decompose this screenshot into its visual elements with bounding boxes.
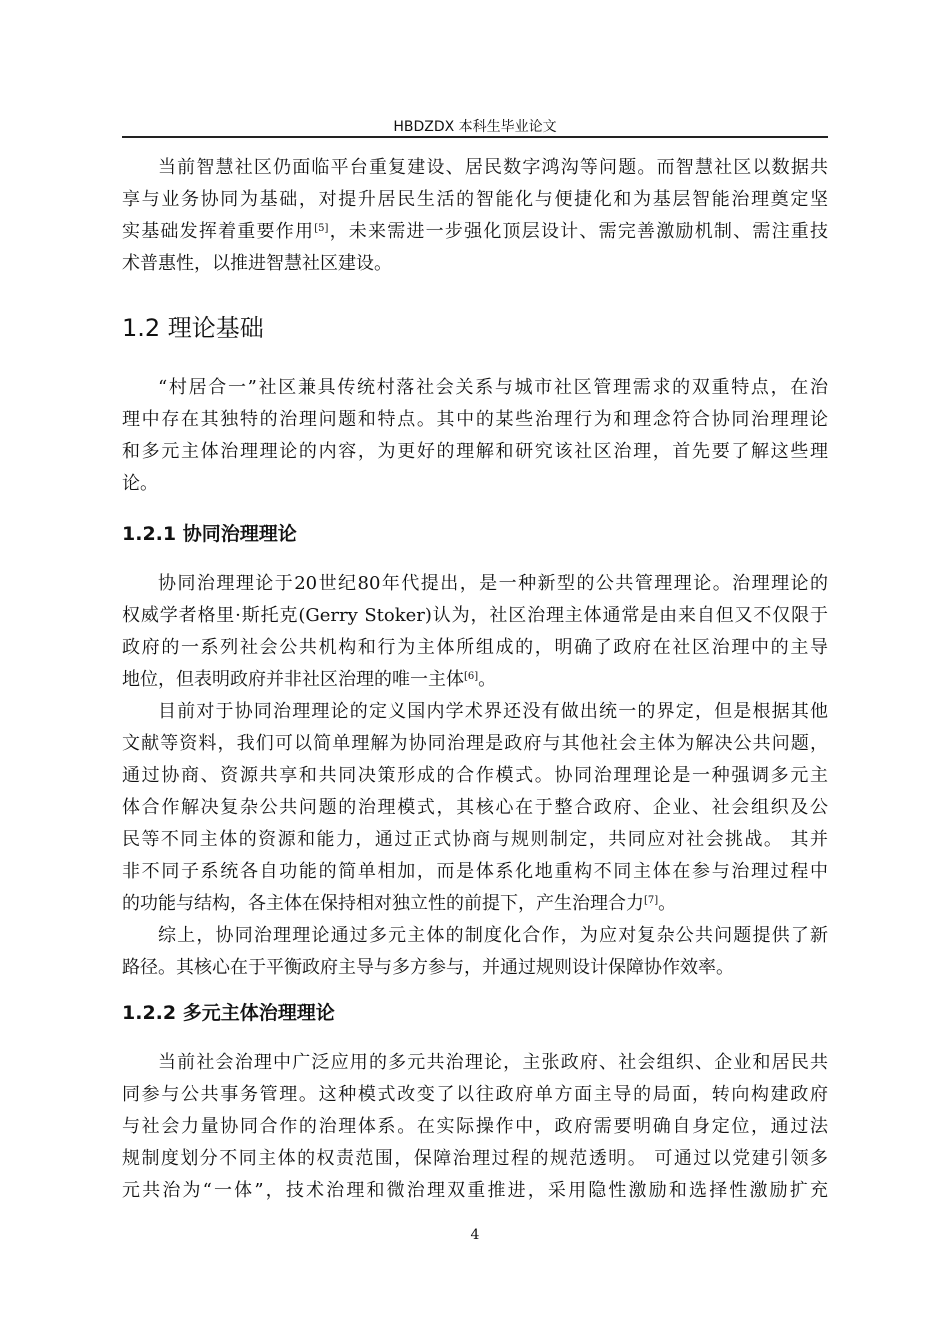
text-line: 元共治为“一体”，技术治理和微治理双重推进，采用隐性激励和选择性激励扩充: [122, 1180, 828, 1201]
text-line: 地位，但表明政府并非社区治理的唯一主体[6]。: [122, 669, 497, 690]
text-line: 的功能与结构，各主体在保持相对独立性的前提下，产生治理合力[7]。: [122, 893, 677, 914]
text-line: 术普惠性，以推进智慧社区建设。: [122, 253, 392, 274]
page-number: 4: [470, 1227, 480, 1243]
section-heading: 1.2 理论基础: [122, 314, 264, 342]
text-line: 非不同子系统各自功能的简单相加，而是体系化地重构不同主体在参与治理过程中: [122, 861, 828, 882]
text-line: 路径。其核心在于平衡政府主导与多方参与，并通过规则设计保障协作效率。: [122, 957, 734, 978]
text-line: 与社会力量协同合作的治理体系。在实际操作中，政府需要明确自身定位，通过法: [122, 1116, 828, 1137]
text-line: 通过协商、资源共享和共同决策形成的合作模式。协同治理理论是一种强调多元主: [122, 765, 828, 786]
citation: [7]: [644, 895, 659, 906]
text-line: 民等不同主体的资源和能力，通过正式协商与规则制定，共同应对社会挑战。 其并: [122, 829, 828, 850]
text-line: 规制度划分不同主体的权责范围，保障治理过程的规范透明。 可通过以党建引领多: [122, 1148, 828, 1169]
text-line: 综上，协同治理理论通过多元主体的制度化合作，为应对复杂公共问题提供了新: [158, 925, 828, 946]
text-line: 同参与公共事务管理。这种模式改变了以往政府单方面主导的局面，转向构建政府: [122, 1084, 828, 1105]
citation: [5]: [314, 223, 329, 234]
text-line: 论。: [122, 473, 158, 494]
paragraph-1: [122, 152, 828, 280]
text-line: 政府的一系列社会公共机构和行为主体所组成的，明确了政府在社区治理中的主导: [122, 637, 828, 658]
paragraph-6: [122, 1047, 828, 1207]
text-line: 享与业务协同为基础，对提升居民生活的智能化与便捷化和为基层智能治理奠定坚: [122, 189, 828, 210]
running-header: HBDZDX 本科生毕业论文: [393, 119, 557, 135]
paragraph-3: [122, 568, 828, 984]
text-line: 文献等资料，我们可以简单理解为协同治理是政府与其他社会主体为解决公共问题，: [122, 733, 828, 754]
text-line: “村居合一”社区兼具传统村落社会关系与城市社区管理需求的双重特点，在治: [158, 377, 828, 398]
text-line: 权威学者格里·斯托克(Gerry Stoker)认为，社区治理主体通常是由来自但又不仅限于: [122, 605, 828, 626]
text-line: 理中存在其独特的治理问题和特点。其中的某些治理行为和理念符合协同治理理论: [122, 409, 828, 430]
text-line: 实基础发挥着重要作用[5]，未来需进一步强化顶层设计、需完善激励机制、需注重技: [122, 221, 829, 242]
citation: [6]: [464, 671, 479, 682]
subsection-heading: 1.2.2 多元主体治理理论: [122, 1002, 335, 1024]
text-line: 协同治理理论于20世纪80年代提出，是一种新型的公共管理理论。治理理论的: [158, 573, 828, 594]
text-line: 目前对于协同治理理论的定义国内学术界还没有做出统一的界定，但是根据其他: [158, 701, 828, 722]
header-rule: [122, 136, 828, 138]
subsection-heading: 1.2.1 协同治理理论: [122, 523, 297, 545]
text-line: 和多元主体治理理论的内容，为更好的理解和研究该社区治理，首先要了解这些理: [122, 441, 828, 462]
text-line: 当前社会治理中广泛应用的多元共治理论，主张政府、社会组织、企业和居民共: [158, 1052, 828, 1073]
text-line: 体合作解决复杂公共问题的治理模式，其核心在于整合政府、企业、社会组织及公: [122, 797, 828, 818]
paragraph-2: [122, 372, 828, 500]
text-line: 当前智慧社区仍面临平台重复建设、居民数字鸿沟等问题。而智慧社区以数据共: [158, 157, 828, 178]
